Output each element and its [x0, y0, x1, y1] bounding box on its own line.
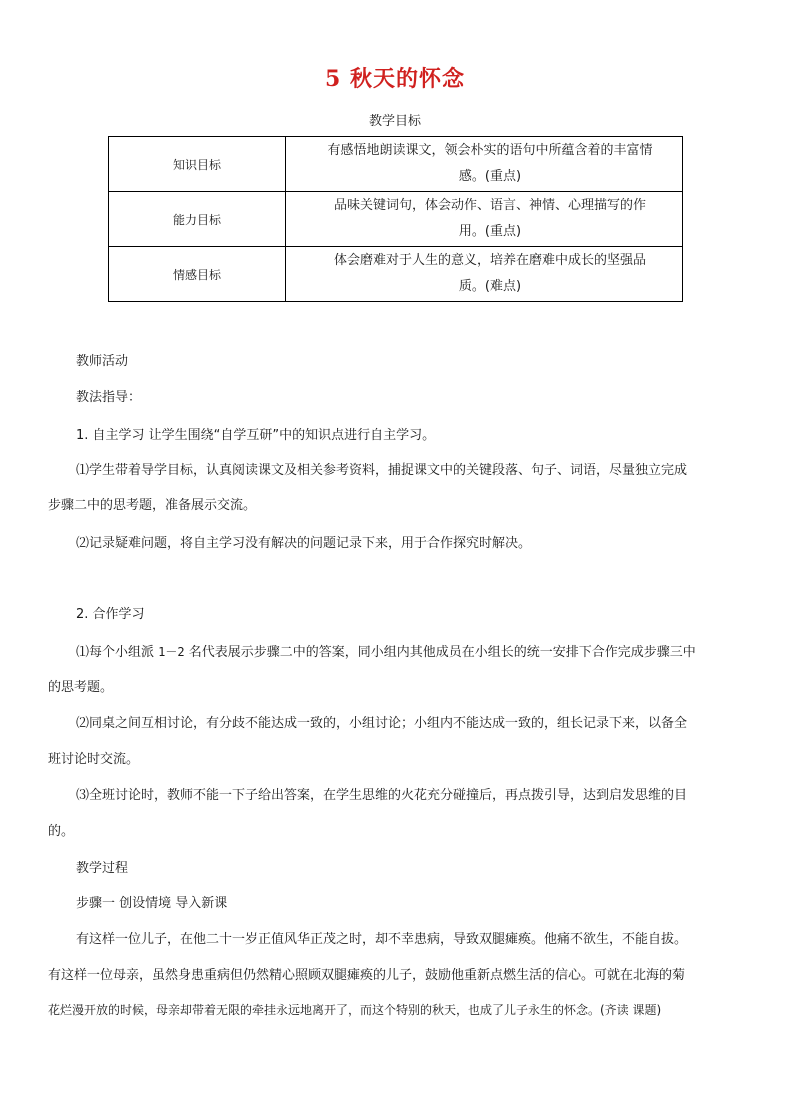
goal-text-line: 品味关键词句，体会动作、语言、神情、心理描写的作	[333, 198, 646, 213]
self-study-item-1-line: ⑴学生带着导学目标，认真阅读课文及相关参考资料，捕捉课文中的关键段落、句子、词语，尽量独立完成	[76, 463, 688, 478]
table-row	[109, 137, 683, 192]
intro-paragraph-line: 花烂漫开放的时候，母亲却带着无限的牵挂永远地离开了，而这个特别的秋天，也成了儿子永生的怀念。(齐读 课题)	[48, 1003, 662, 1017]
goal-label: 能力目标	[109, 192, 286, 247]
coop-item-1-line: 的思考题。	[48, 680, 114, 695]
goal-text-line: 用。(重点)	[458, 224, 522, 239]
coop-study-title: 2. 合作学习	[76, 607, 145, 622]
teaching-goals-table	[108, 136, 683, 302]
goal-text-line: 体会磨难对于人生的意义，培养在磨难中成长的坚强品	[333, 253, 646, 268]
coop-item-2-line: ⑵同桌之间互相讨论，有分歧不能达成一致的，小组讨论；小组内不能达成一致的，组长记录下来，以备全	[76, 716, 688, 731]
goal-text	[286, 137, 683, 192]
table-row	[109, 247, 683, 302]
goal-text	[286, 192, 683, 247]
goal-label: 知识目标	[109, 137, 286, 192]
coop-item-3-line: 的。	[48, 824, 75, 839]
intro-paragraph-line: 有这样一位儿子，在他二十一岁正值风华正茂之时，却不幸患病，导致双腿瘫痪。他痛不欲生，不能自拔。	[76, 932, 688, 947]
goal-text-line: 质。(难点)	[458, 279, 522, 294]
goal-text	[286, 247, 683, 302]
coop-item-1-text: ⑴每个小组派	[76, 645, 159, 660]
table-row	[109, 192, 683, 247]
lesson-title: 5 秋天的怀念	[325, 66, 465, 92]
coop-item-2-line: 班讨论时交流。	[48, 752, 140, 767]
self-study-item-2: ⑵记录疑难问题，将自主学习没有解决的问题记录下来，用于合作探究时解决。	[76, 536, 532, 551]
self-study-title: 1. 自主学习 让学生围绕“自学互研”中的知识点进行自主学习。	[76, 428, 436, 443]
step-one-heading: 步骤一 创设情境 导入新课	[76, 896, 228, 911]
coop-item-1-line	[76, 641, 696, 660]
coop-item-3-line: ⑶全班讨论时，教师不能一下子给出答案，在学生思维的火花充分碰撞后，再点拨引导，达到启发思维的目	[76, 788, 688, 803]
goal-text-line: 感。(重点)	[458, 169, 522, 184]
goal-text-line: 有感悟地朗读课文，领会朴实的语句中所蕴含着的丰富情	[327, 143, 653, 158]
coop-item-1-number: 1－2	[158, 645, 185, 659]
coop-item-1-text: 名代表展示步骤二中的答案，同小组内其他成员在小组长的统一安排下合作完成步骤三中	[184, 645, 696, 660]
teaching-process-heading: 教学过程	[76, 861, 129, 876]
goal-label: 情感目标	[109, 247, 286, 302]
method-heading: 教法指导：	[76, 390, 142, 405]
self-study-item-1-line: 步骤二中的思考题，准备展示交流。	[48, 498, 257, 513]
intro-paragraph-line: 有这样一位母亲，虽然身患重病但仍然精心照顾双腿瘫痪的儿子，鼓励他重新点燃生活的信心。可就在北海的菊	[48, 968, 686, 983]
teacher-activity-heading: 教师活动	[76, 354, 129, 369]
goals-heading: 教学目标	[368, 114, 421, 129]
